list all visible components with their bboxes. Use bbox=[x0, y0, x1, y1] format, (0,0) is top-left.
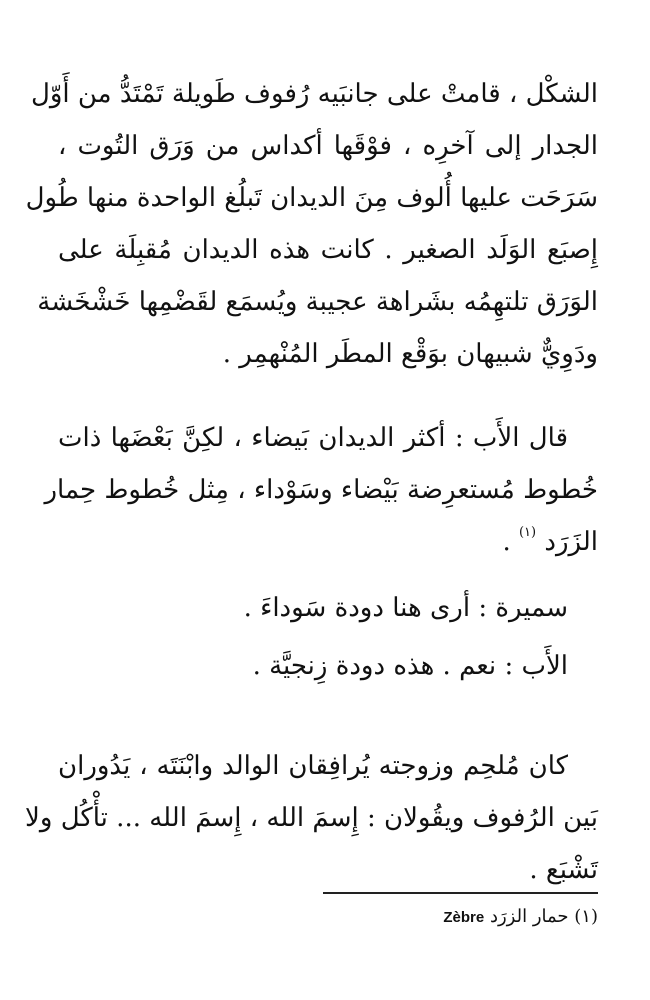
text-line: الأَب : نعم . هذه دودة زِنجيَّة . bbox=[252, 651, 568, 681]
footnote bbox=[443, 902, 598, 933]
text-line: سَرَحَت عليها أُلوف مِنَ الديدان تَبلُغ الواحدة منها طُول bbox=[25, 183, 598, 213]
paragraph-3 bbox=[58, 582, 598, 634]
text-line: سميرة : أرى هنا دودة سَوداءَ . bbox=[243, 593, 568, 623]
footnote-marker: (١) bbox=[574, 906, 598, 927]
text-line: تَشْبَع . bbox=[529, 855, 598, 885]
text-line: خُطوط مُستعرِضة بَيْضاء وسَوْداء ، مِثل خُطوط حِمار bbox=[44, 475, 598, 505]
text-line: الوَرَق تلتهِمُه بشَراهة عجيبة ويُسمَع لقَضْمِها خَشْخَشة bbox=[37, 287, 598, 317]
text-line: قال الأَب : أكثر الديدان بَيضاء ، لكِنَّ بَعْضَها ذات bbox=[58, 423, 568, 453]
paragraph-1 bbox=[25, 68, 598, 380]
text-line-with-ref bbox=[58, 516, 598, 568]
footnote-arabic-text: حمار الزرَد bbox=[489, 906, 569, 927]
text-fragment: . bbox=[502, 527, 511, 557]
text-line: كان مُلحِم وزوجته يُرافِقان الوالد وابْنَتَه ، يَدُوران bbox=[58, 751, 568, 781]
paragraph-2 bbox=[44, 412, 598, 568]
footnote-latin-text: Zèbre bbox=[443, 909, 485, 926]
footnote-divider bbox=[323, 892, 598, 894]
text-fragment: الزَرَد bbox=[544, 527, 598, 557]
text-line: الشكْل ، قامتْ على جانبَيه رُفوف طَويلة تَمْتَدُّ من أَوّل bbox=[30, 79, 598, 109]
paragraph-4 bbox=[58, 640, 598, 692]
footnote-reference: (١) bbox=[518, 525, 537, 540]
text-line: ودَوِيٌّ شبيهان بوَقْع المطَر المُنْهمِر . bbox=[222, 339, 598, 369]
text-line: الجدار إلى آخرِه ، فوْقَها أكداس من وَرَق التُوت ، bbox=[58, 131, 598, 161]
text-line: بَين الرُفوف ويقُولان : إِسمَ الله ، إِسمَ الله ... تأْكُل ولا bbox=[25, 803, 598, 833]
paragraph-5 bbox=[25, 740, 598, 896]
text-line: إِصبَع الوَلَد الصغير . كانت هذه الديدان مُقبِلَة على bbox=[58, 235, 598, 265]
